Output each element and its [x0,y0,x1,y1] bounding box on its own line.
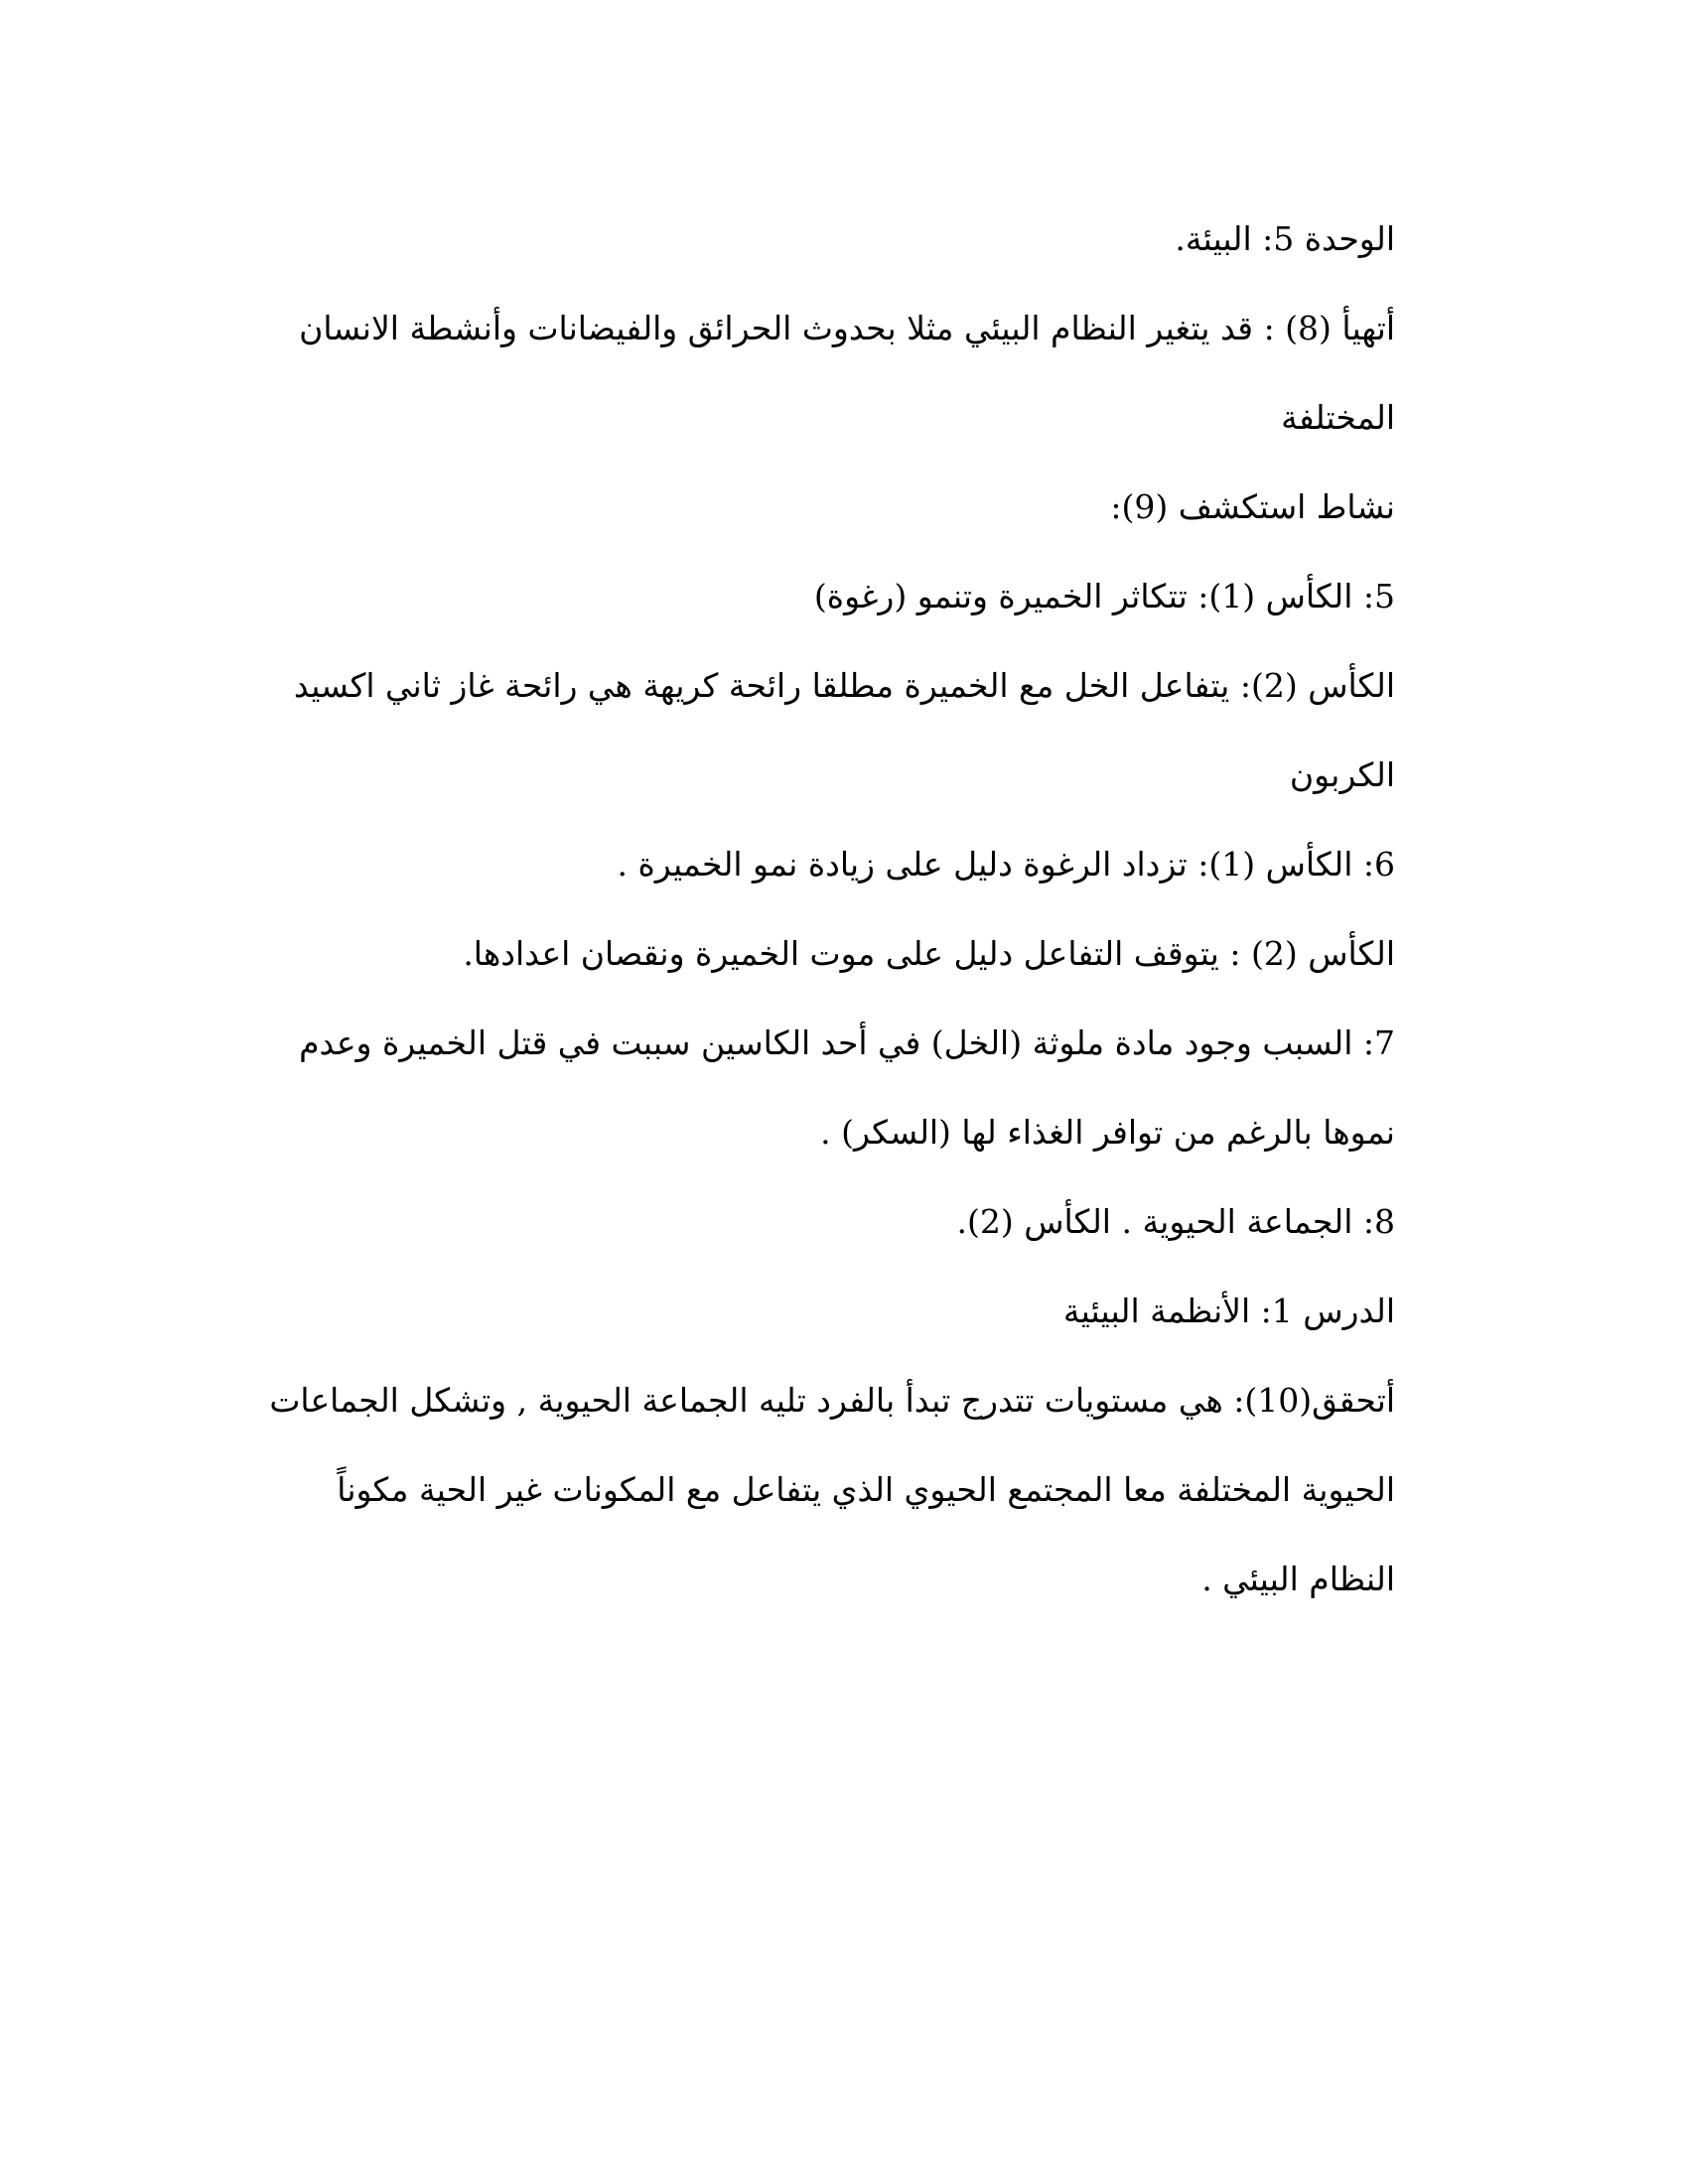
answer-5-cup-1: 5: الكأس (1): تتكاثر الخميرة وتنمو (رغوة) [813,577,1395,615]
explore-activity-heading: نشاط استكشف (9): [1110,487,1395,526]
answer-6-cup-1: 6: الكأس (1): تزداد الرغوة دليل على زيادة نمو الخميرة . [617,845,1395,884]
answer-8: 8: الجماعة الحيوية . الكأس (2). [956,1202,1395,1241]
unit-heading: الوحدة 5: البيئة. [1175,219,1395,258]
answer-5-cup-2: الكأس (2): يتفاعل الخل مع الخميرة مطلقا رائحة كريهة هي رائحة غاز ثاني اكسيد الكربون [293,666,1395,794]
document-body [253,195,1395,1624]
lesson-heading: الدرس 1: الأنظمة البيئية [1062,1292,1395,1330]
answer-6-cup-2: الكأس (2) : يتوقف التفاعل دليل على موت الخميرة ونقصان اعدادها. [463,934,1395,973]
prepare-paragraph: أتهيأ (8) : قد يتغير النظام البيئي مثلا بحدوث الحرائق والفيضانات وأنشطة الانسان المختلفة [299,309,1395,437]
answer-7: 7: السبب وجود مادة ملوثة (الخل) في أحد الكاسين سببت في قتل الخميرة وعدم نموها بالرغم من توافر الغذاء لها (السكر) . [299,1024,1395,1152]
verify-paragraph: أتحقق(10): هي مستويات تتدرج تبدأ بالفرد تليه الجماعة الحيوية , وتشكل الجماعات الحيوية المختلفة معا المجتمع الحيوي الذي يتفاعل مع المكونات غير الحية مكوناً النظام البيئي . [269,1381,1395,1598]
